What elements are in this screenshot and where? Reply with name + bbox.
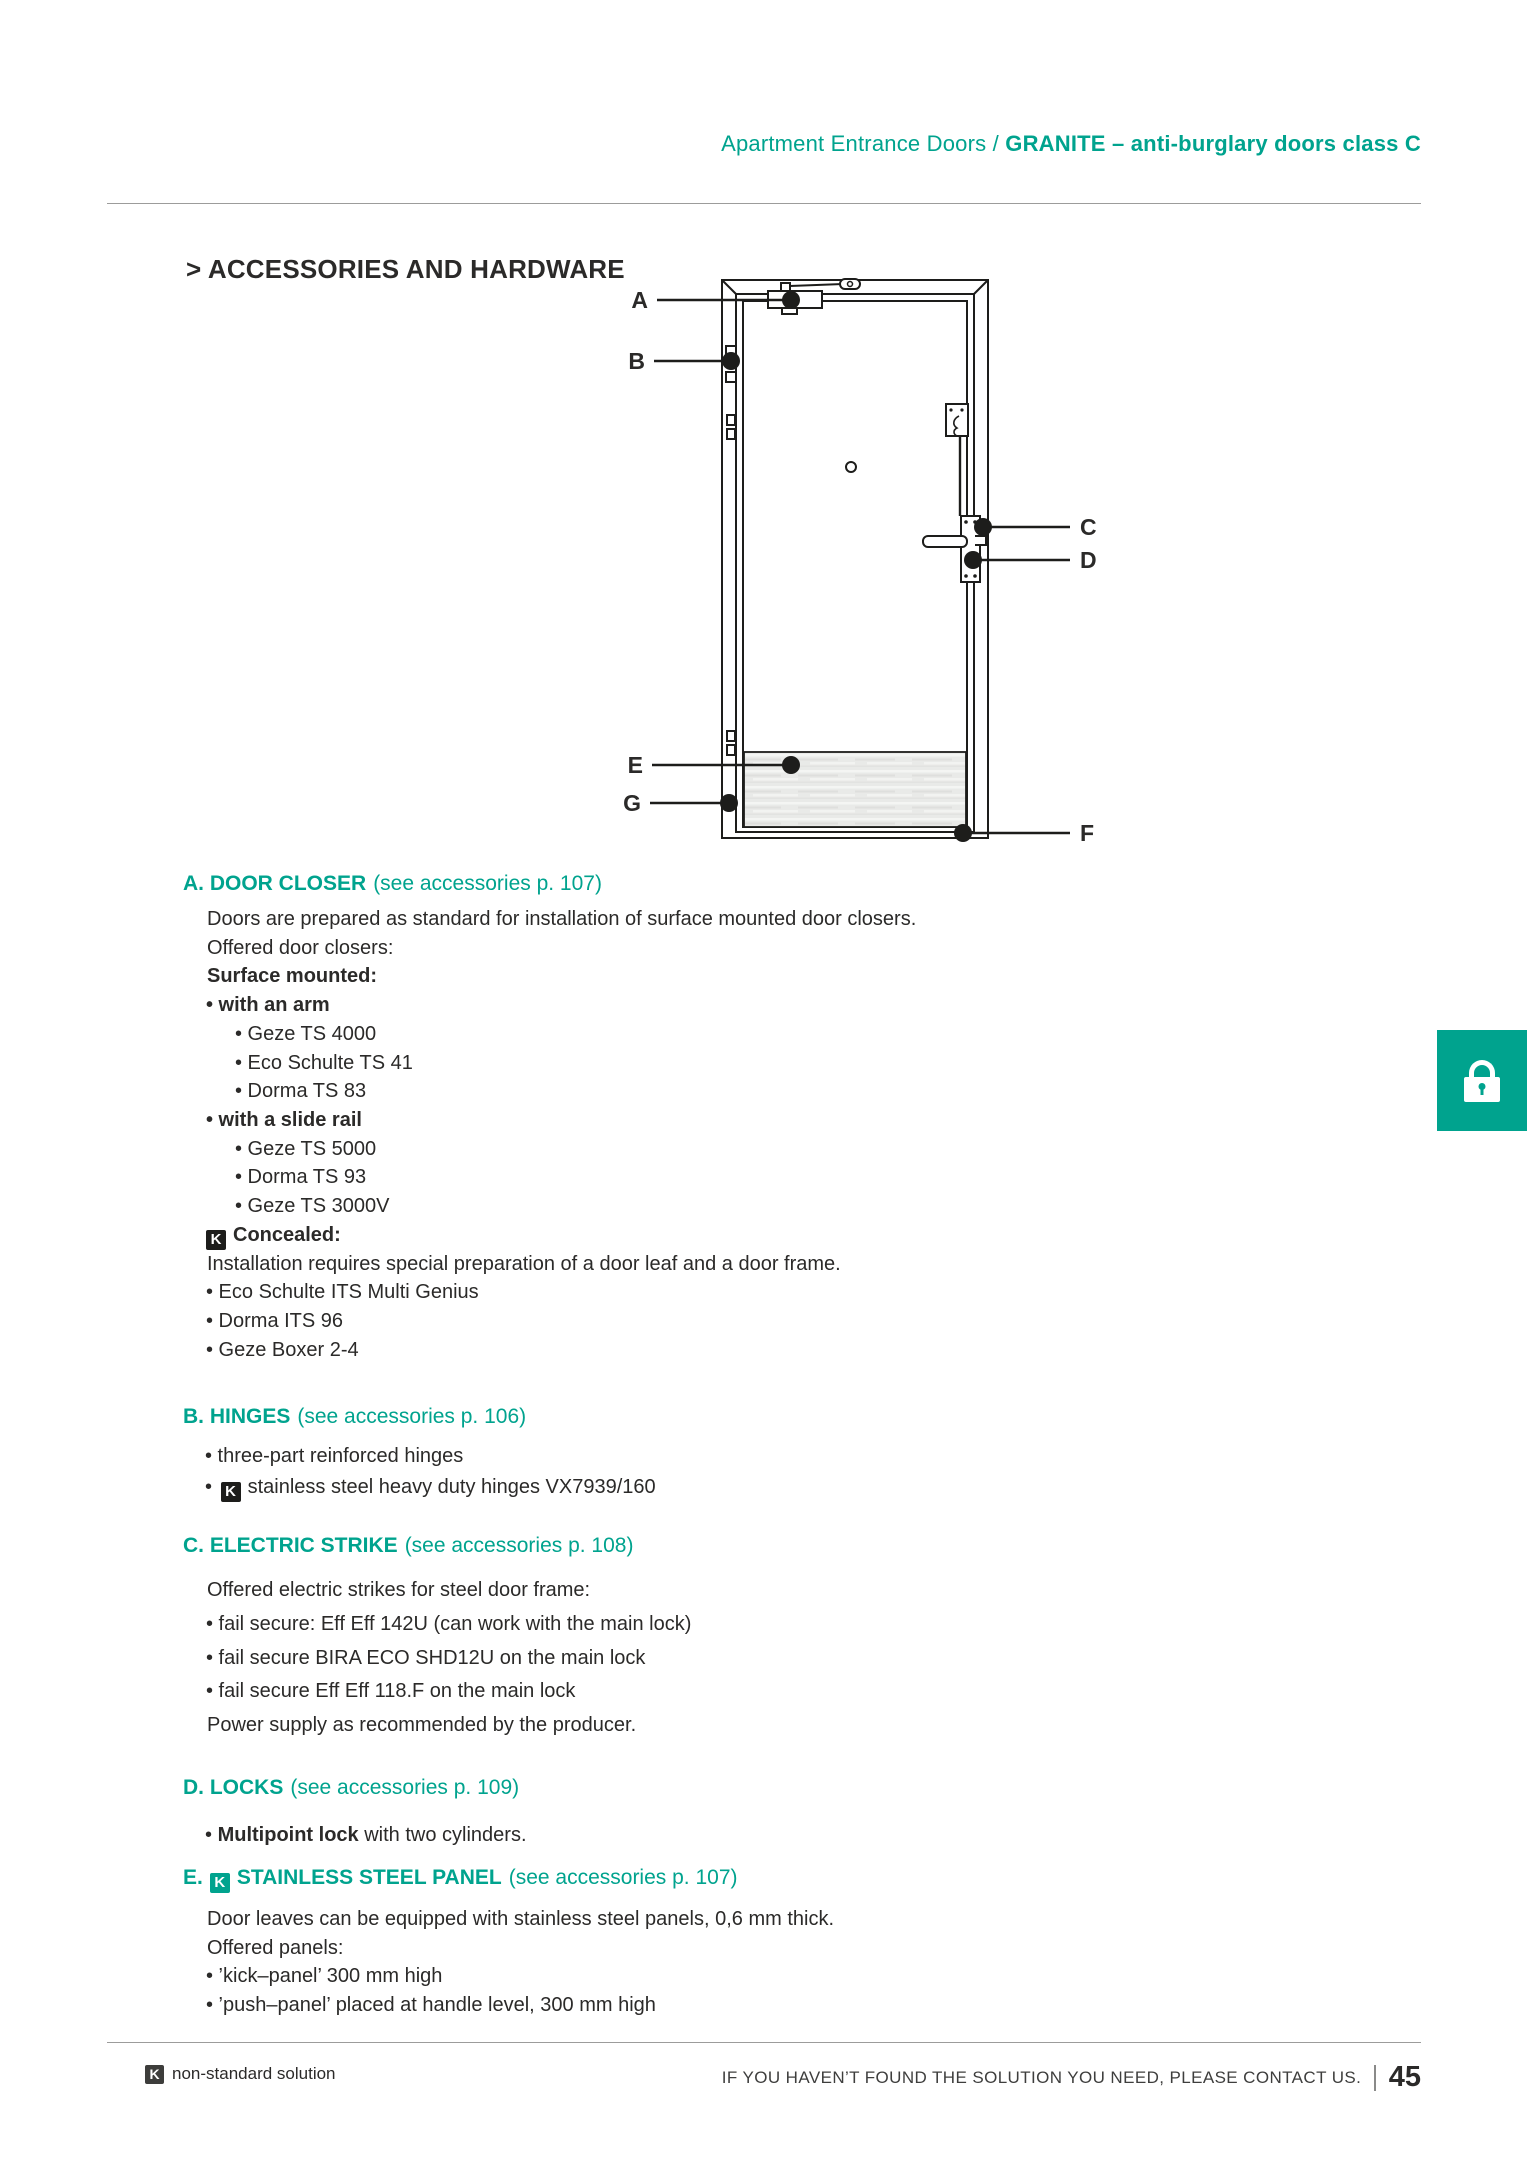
concealed-label: Concealed: <box>233 1223 341 1246</box>
list-item: • Dorma ITS 96 <box>206 1310 344 1333</box>
section-ref: (see accessories p. 109) <box>290 1776 520 1799</box>
k-brand-icon: K <box>145 2065 164 2084</box>
text-line: Door leaves can be equipped with stainless steel panels, 0,6 mm thick. <box>207 1908 835 1930</box>
footer-contact-row <box>722 2061 1421 2094</box>
peephole-drawing <box>846 462 856 472</box>
header-divider <box>107 203 1421 204</box>
section-electric-strike-body <box>207 1574 1133 1743</box>
list-item: • Geze Boxer 2-4 <box>206 1338 359 1361</box>
section-ref: (see accessories p. 106) <box>297 1405 527 1428</box>
security-class-tab <box>1437 1030 1527 1131</box>
section-locks-heading <box>183 1776 1133 1800</box>
section-locks <box>183 1776 1133 1850</box>
list-item: • Geze TS 3000V <box>235 1195 390 1218</box>
list-item: • with a slide rail <box>206 1108 362 1131</box>
diagram-label-b: B <box>628 348 645 374</box>
k-brand-icon: K <box>210 1873 230 1893</box>
list-item: • fail secure BIRA ECO SHD12U on the main lock <box>206 1646 646 1669</box>
section-id-prefix: E. <box>183 1866 203 1889</box>
bullet: • <box>205 1824 213 1846</box>
section-id: B. HINGES <box>183 1405 291 1428</box>
concealed-line <box>206 1221 1133 1250</box>
section-panel-heading <box>183 1866 1133 1893</box>
kick-panel <box>744 752 966 827</box>
section-ref: (see accessories p. 107) <box>373 872 602 895</box>
breadcrumb-product: GRANITE – anti-burglary doors class C <box>1005 131 1421 156</box>
page-title: > ACCESSORIES AND HARDWARE <box>186 254 625 284</box>
list-item: • three-part reinforced hinges <box>205 1445 464 1467</box>
text-line: Offered door closers: <box>207 936 394 959</box>
section-id: A. DOOR CLOSER <box>183 872 367 895</box>
breadcrumb-prefix: Apartment Entrance Doors / <box>721 131 1006 156</box>
section-door-closer-body <box>207 905 1133 1365</box>
diagram-label-a: A <box>631 287 648 313</box>
list-item: • fail secure Eff Eff 118.F on the main lock <box>206 1680 576 1703</box>
list-item: • Eco Schulte ITS Multi Genius <box>206 1281 479 1304</box>
list-item: • ’kick–panel’ 300 mm high <box>206 1965 443 1988</box>
section-ref: (see accessories p. 107) <box>508 1866 738 1889</box>
door-closer-drawing <box>768 279 860 314</box>
list-item: • Dorma TS 93 <box>235 1166 367 1189</box>
list-item: • Geze TS 4000 <box>235 1022 377 1045</box>
diagram-label-c: C <box>1080 514 1097 540</box>
section-hinges-heading <box>183 1405 1133 1429</box>
diagram-label-d: D <box>1080 547 1097 573</box>
section-id: C. ELECTRIC STRIKE <box>183 1534 398 1557</box>
section-hinges <box>183 1405 1133 1503</box>
list-item: • Dorma TS 83 <box>235 1080 367 1103</box>
lock-item-rest: with two cylinders. <box>358 1824 527 1846</box>
footer-legend <box>145 2064 336 2084</box>
section-id: D. LOCKS <box>183 1776 284 1799</box>
text-line: Power supply as recommended by the producer. <box>207 1714 637 1737</box>
list-item: • with an arm <box>206 994 330 1017</box>
page-number: 45 <box>1388 2061 1421 2093</box>
bullet: • <box>205 1476 213 1498</box>
section-electric-strike <box>183 1534 1133 1743</box>
list-item: • Geze TS 5000 <box>235 1137 377 1160</box>
footer-separator <box>1374 2065 1376 2091</box>
hinge-item-text: stainless steel heavy duty hinges VX7939/160 <box>247 1476 656 1498</box>
door-diagram <box>595 258 1125 858</box>
breadcrumb <box>107 131 1421 157</box>
text-line: Surface mounted: <box>207 965 378 988</box>
section-electric-strike-heading <box>183 1534 1133 1558</box>
footer-divider <box>107 2042 1421 2043</box>
list-item: • fail secure: Eff Eff 142U (can work with the main lock) <box>206 1612 692 1635</box>
k-brand-icon: K <box>221 1482 241 1502</box>
lock-item-bold: Multipoint lock <box>217 1824 359 1846</box>
padlock-body <box>1464 1077 1500 1102</box>
text-line: Offered panels: <box>207 1936 344 1959</box>
text-line: Doors are prepared as standard for installation of surface mounted door closers. <box>207 908 917 930</box>
text-line: Offered electric strikes for steel door frame: <box>207 1579 591 1601</box>
footer-contact-text: IF YOU HAVEN’T FOUND THE SOLUTION YOU NEED, PLEASE CONTACT US. <box>721 2067 1362 2087</box>
diagram-label-e: E <box>627 752 643 778</box>
padlock-icon <box>1464 1060 1500 1102</box>
text-line: Installation requires special preparation of a door leaf and a door frame. <box>207 1252 841 1275</box>
diagram-label-f: F <box>1080 820 1095 846</box>
section-panel <box>183 1866 1133 2020</box>
hinges-drawing <box>726 346 735 755</box>
section-door-closer <box>183 872 1133 1365</box>
list-item: • Eco Schulte TS 41 <box>235 1051 413 1074</box>
section-ref: (see accessories p. 108) <box>404 1534 634 1557</box>
list-item: • ’push–panel’ placed at handle level, 300 mm high <box>206 1994 656 2017</box>
section-id: STAINLESS STEEL PANEL <box>236 1866 502 1889</box>
list-item <box>205 1472 1133 1503</box>
section-locks-body <box>206 1820 1133 1850</box>
section-panel-body <box>207 1905 1133 2020</box>
footer-legend-text: non-standard solution <box>172 2064 336 2083</box>
k-brand-icon: K <box>206 1230 226 1250</box>
section-door-closer-heading <box>183 872 1133 896</box>
diagram-label-g: G <box>623 790 641 816</box>
padlock-keystem <box>1481 1088 1484 1095</box>
list-item <box>205 1820 1133 1850</box>
section-hinges-body <box>206 1441 1133 1503</box>
